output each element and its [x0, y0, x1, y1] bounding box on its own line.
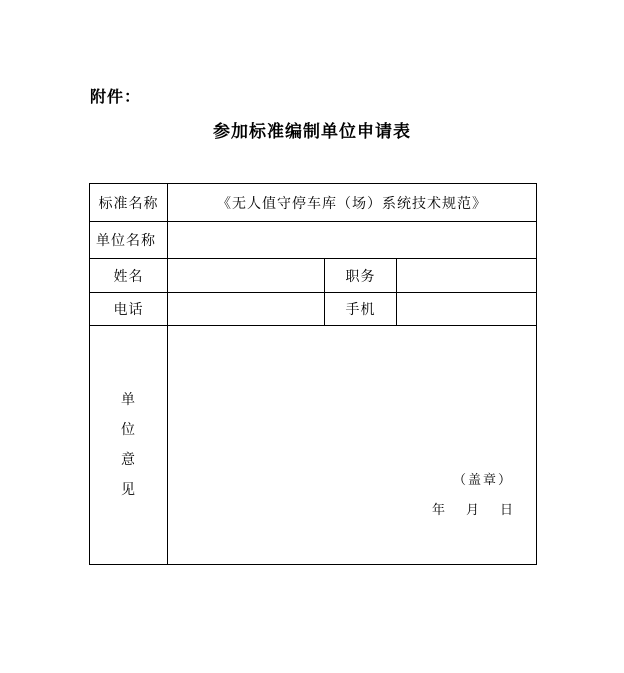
unit-opinion-char: 位	[121, 422, 136, 438]
table-row-unit-opinion	[90, 326, 537, 565]
mobile-label: 手机	[325, 293, 397, 326]
date-line	[432, 499, 514, 518]
page-title: 参加标准编制单位申请表	[213, 122, 411, 142]
table-row-name-position	[90, 259, 537, 293]
standard-name-value: 《无人值守停车库（场）系统技术规范》	[168, 184, 537, 222]
position-field[interactable]	[397, 259, 537, 293]
name-field[interactable]	[168, 259, 325, 293]
date-day: 日	[500, 503, 515, 518]
unit-opinion-label	[90, 326, 168, 565]
phone-field[interactable]	[168, 293, 325, 326]
unit-opinion-char: 意	[121, 452, 136, 468]
date-year: 年	[432, 503, 447, 518]
standard-name-label: 标准名称	[90, 184, 168, 222]
name-label: 姓名	[90, 259, 168, 293]
mobile-field[interactable]	[397, 293, 537, 326]
unit-name-label: 单位名称	[90, 222, 168, 259]
table-row-standard-name	[90, 184, 537, 222]
unit-opinion-field[interactable]	[168, 326, 537, 565]
date-month: 月	[466, 503, 481, 518]
seal-text: （盖章）	[453, 473, 514, 488]
table-row-phone-mobile	[90, 293, 537, 326]
application-form-table	[89, 183, 537, 565]
attachment-label: 附件：	[90, 87, 142, 106]
unit-opinion-char: 单	[121, 392, 136, 408]
unit-opinion-char: 见	[121, 482, 136, 498]
phone-label: 电话	[90, 293, 168, 326]
table-row-unit-name	[90, 222, 537, 259]
unit-name-field[interactable]	[168, 222, 537, 259]
position-label: 职务	[325, 259, 397, 293]
